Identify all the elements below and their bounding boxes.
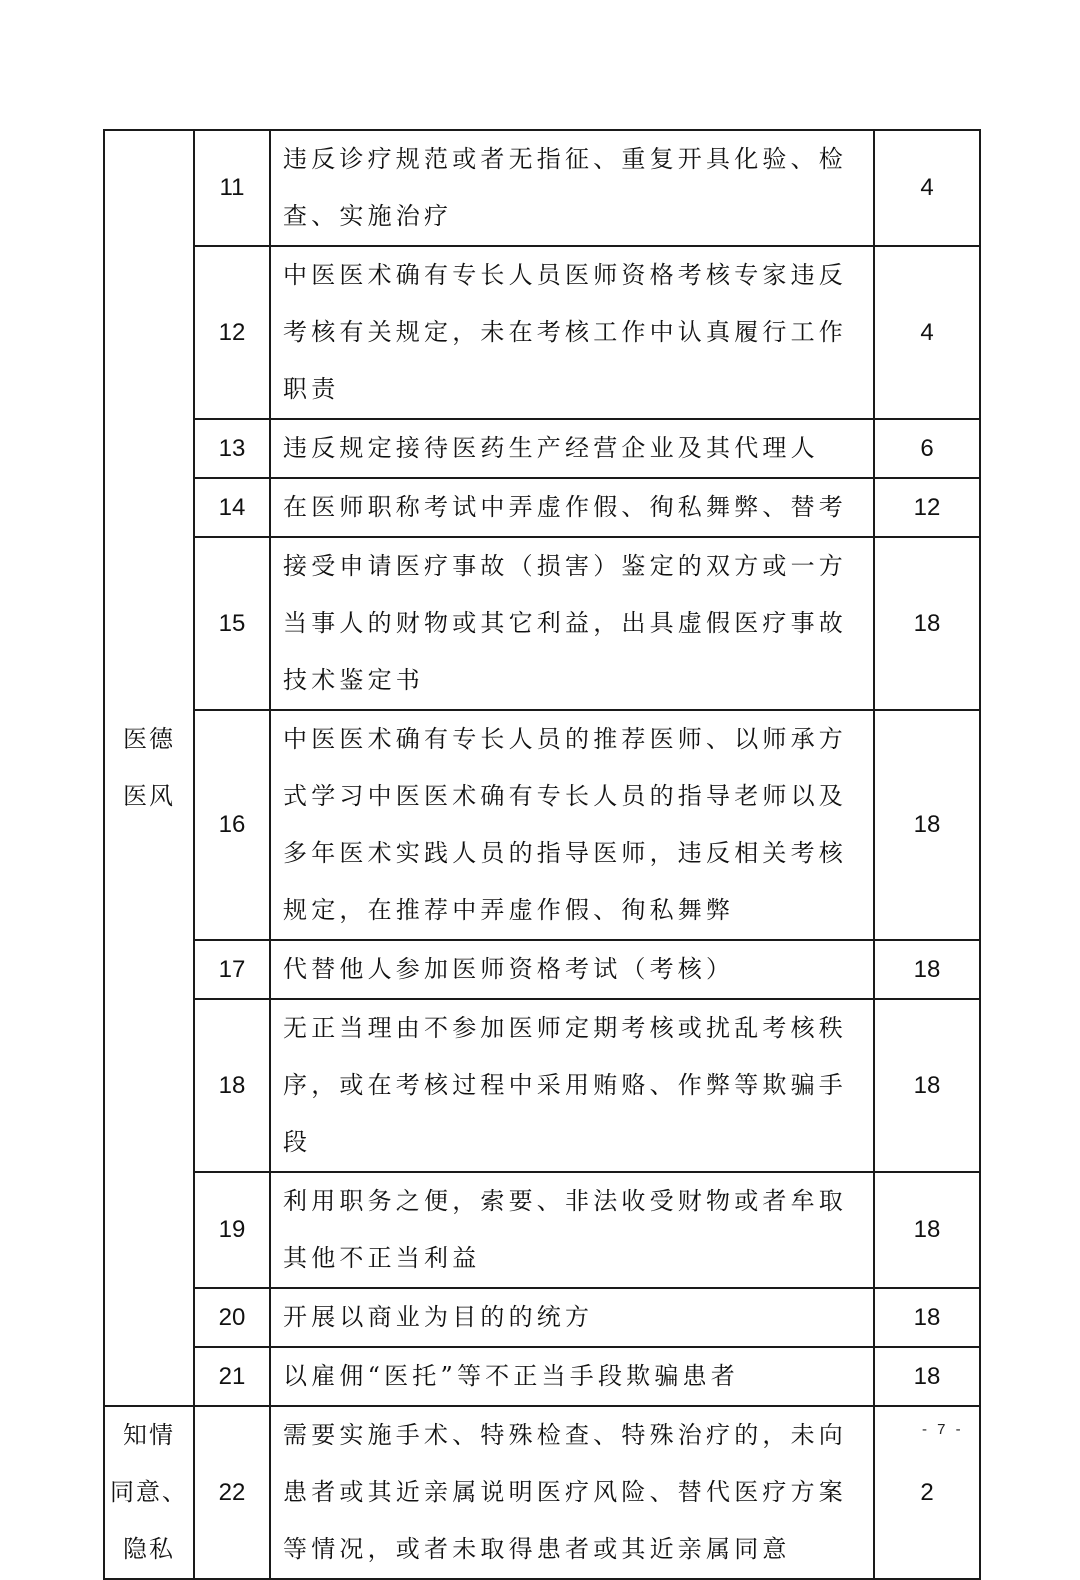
item-number: 12 [194,246,270,419]
item-description: 违反规定接待医药生产经营企业及其代理人 [270,419,874,478]
item-description: 无正当理由不参加医师定期考核或扰乱考核秩序，或在考核过程中采用贿赂、作弊等欺骗手段 [270,999,874,1172]
item-description: 开展以商业为目的的统方 [270,1288,874,1347]
item-score: 18 [874,1172,980,1288]
item-number: 13 [194,419,270,478]
item-number: 16 [194,710,270,940]
item-number: 21 [194,1347,270,1406]
category-label: 同意、 [110,1478,188,1506]
item-score: 18 [874,537,980,710]
item-number: 20 [194,1288,270,1347]
table-row [104,537,980,710]
item-description: 利用职务之便，索要、非法收受财物或者牟取其他不正当利益 [270,1172,874,1288]
table-row [104,1288,980,1347]
category-cell-consent [104,1406,194,1579]
table-row [104,1406,980,1579]
category-label: 医风 [123,782,175,810]
item-score: 18 [874,710,980,940]
item-description: 中医医术确有专长人员医师资格考核专家违反考核有关规定，未在考核工作中认真履行工作职责 [270,246,874,419]
table-row [104,1172,980,1288]
item-description: 需要实施手术、特殊检查、特殊治疗的，未向患者或其近亲属说明医疗风险、替代医疗方案等情况，或者未取得患者或其近亲属同意 [270,1406,874,1579]
item-score: 18 [874,999,980,1172]
item-description: 以雇佣“医托”等不正当手段欺骗患者 [270,1347,874,1406]
table-row [104,999,980,1172]
item-description: 中医医术确有专长人员的推荐医师、以师承方式学习中医医术确有专长人员的指导老师以及多年医术实践人员的指导医师，违反相关考核规定，在推荐中弄虚作假、徇私舞弊 [270,710,874,940]
item-score: 18 [874,940,980,999]
violation-scoring-table [103,129,981,1580]
item-description: 违反诊疗规范或者无指征、重复开具化验、检查、实施治疗 [270,130,874,246]
item-description: 在医师职称考试中弄虚作假、徇私舞弊、替考 [270,478,874,537]
item-description: 代替他人参加医师资格考试（考核） [270,940,874,999]
item-number: 11 [194,130,270,246]
table-row [104,246,980,419]
table-row [104,1347,980,1406]
table-row [104,710,980,940]
item-score: 18 [874,1347,980,1406]
item-score: 18 [874,1288,980,1347]
category-cell-ethics [104,130,194,1406]
category-label: 知情 [123,1421,175,1449]
item-number: 22 [194,1406,270,1579]
item-number: 15 [194,537,270,710]
item-score: 6 [874,419,980,478]
item-score: 4 [874,246,980,419]
table-row [104,478,980,537]
item-number: 19 [194,1172,270,1288]
category-label: 医德 [123,725,175,753]
table-row [104,940,980,999]
item-number: 14 [194,478,270,537]
item-score: 4 [874,130,980,246]
item-description: 接受申请医疗事故（损害）鉴定的双方或一方当事人的财物或其它利益，出具虚假医疗事故技术鉴定书 [270,537,874,710]
table-row [104,419,980,478]
item-score: 12 [874,478,980,537]
category-label: 隐私 [123,1535,175,1563]
item-score: 2 [874,1406,980,1579]
item-number: 18 [194,999,270,1172]
item-number: 17 [194,940,270,999]
table-row [104,130,980,246]
page-number: - 7 - [922,1421,964,1438]
